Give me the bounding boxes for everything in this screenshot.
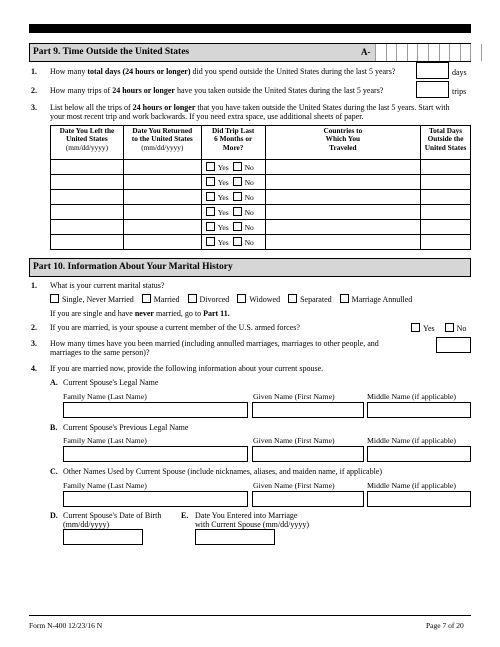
yes-checkbox[interactable]: [206, 237, 215, 246]
a-number-label: A-: [361, 47, 371, 57]
part10-q3-number: 3.: [31, 339, 37, 348]
yes-checkbox[interactable]: [206, 192, 215, 201]
total-days-cell[interactable]: [421, 220, 471, 235]
date-returned-cell[interactable]: [123, 160, 201, 175]
part9-q2-number: 2.: [31, 86, 37, 95]
widowed-checkbox[interactable]: [237, 294, 246, 303]
trips-unit-label: trips: [452, 87, 467, 96]
date-left-cell[interactable]: [51, 190, 124, 205]
trip-row: [51, 190, 471, 205]
spouse-given-name-input[interactable]: [252, 402, 364, 418]
single-note: If you are single and have never married, go to Part 11.: [50, 309, 230, 318]
status-single[interactable]: Single, Never Married: [50, 295, 134, 304]
countries-cell[interactable]: [265, 235, 420, 250]
col-total-days: Total Days Outside the United States: [421, 126, 471, 160]
prev-family-name-input[interactable]: [63, 446, 248, 462]
item-e-letter: E.: [181, 511, 189, 520]
part10-q2-text: If you are married, is your spouse a current member of the U.S. armed forces?: [50, 323, 300, 332]
other-given-name-label: Given Name (First Name): [253, 481, 335, 490]
other-family-name-label: Family Name (Last Name): [63, 481, 147, 490]
part9-q3-number: 3.: [31, 103, 37, 112]
part10-q4-text: If you are married now, provide the following information about your current spouse.: [50, 364, 324, 373]
status-annulled[interactable]: Marriage Annulled: [340, 295, 413, 304]
form-identifier: Form N-400 12/23/16 N: [29, 621, 103, 630]
trip-row: [51, 205, 471, 220]
total-days-cell[interactable]: [421, 160, 471, 175]
total-trips-input[interactable]: [416, 81, 449, 98]
item-e-label: Date You Entered into Marriage: [195, 511, 298, 520]
item-b-label: Current Spouse's Previous Legal Name: [63, 423, 189, 432]
yes-checkbox[interactable]: [206, 177, 215, 186]
trip-row: [51, 175, 471, 190]
no-checkbox[interactable]: [233, 222, 242, 231]
date-returned-cell[interactable]: [123, 235, 201, 250]
item-d-letter: D.: [50, 511, 58, 520]
marriage-date-input[interactable]: [195, 529, 275, 545]
spouse-family-name-label: Family Name (Last Name): [63, 392, 147, 401]
date-returned-cell[interactable]: [123, 175, 201, 190]
part10-q2-number: 2.: [31, 323, 37, 332]
total-days-cell[interactable]: [421, 205, 471, 220]
prev-middle-name-input[interactable]: [367, 446, 471, 462]
no-checkbox[interactable]: [233, 207, 242, 216]
prev-given-name-input[interactable]: [252, 446, 364, 462]
status-widowed[interactable]: Widowed: [237, 295, 280, 304]
countries-cell[interactable]: [265, 190, 420, 205]
status-married[interactable]: Married: [142, 295, 180, 304]
part9-q3-text-line2: your most recent trip and work backwards. If you need extra space, use additional sheets of paper.: [50, 112, 364, 121]
date-left-cell[interactable]: [51, 175, 124, 190]
prev-family-name-label: Family Name (Last Name): [63, 436, 147, 445]
date-returned-cell[interactable]: [123, 190, 201, 205]
married-checkbox[interactable]: [142, 294, 151, 303]
other-middle-name-input[interactable]: [367, 491, 471, 507]
prev-middle-name-label: Middle Name (if applicable): [367, 436, 456, 445]
times-married-input[interactable]: [436, 337, 471, 353]
part9-q3-text: List below all the trips of 24 hours or longer that you have taken outside the United States during the last 5 years. Start with: [50, 103, 450, 112]
item-b-letter: B.: [50, 423, 58, 432]
footer-rule: [29, 615, 471, 616]
part10-q1-number: 1.: [31, 281, 37, 290]
col-countries: Countries to Which You Traveled: [265, 126, 420, 160]
yes-checkbox[interactable]: [206, 207, 215, 216]
annulled-checkbox[interactable]: [340, 294, 349, 303]
countries-cell[interactable]: [265, 160, 420, 175]
col-six-months: Did Trip Last 6 Months or More?: [201, 126, 265, 160]
date-left-cell[interactable]: [51, 235, 124, 250]
other-middle-name-label: Middle Name (if applicable): [367, 481, 456, 490]
no-checkbox[interactable]: [233, 177, 242, 186]
divorced-checkbox[interactable]: [188, 294, 197, 303]
spouse-given-name-label: Given Name (First Name): [253, 392, 335, 401]
trips-table: [50, 125, 471, 250]
six-months-cell: Yes No: [201, 235, 265, 250]
total-days-cell[interactable]: [421, 235, 471, 250]
days-unit-label: days: [452, 68, 467, 77]
status-divorced[interactable]: Divorced: [188, 295, 230, 304]
part9-q1-text: How many total days (24 hours or longer) did you spend outside the United States during the last 5 years?: [50, 67, 396, 76]
page-number: Page 7 of 20: [426, 621, 464, 630]
other-given-name-input[interactable]: [252, 491, 364, 507]
date-left-cell[interactable]: [51, 205, 124, 220]
marital-status-options: [50, 294, 412, 304]
yes-checkbox[interactable]: [206, 222, 215, 231]
countries-cell[interactable]: [265, 220, 420, 235]
item-a-letter: A.: [50, 378, 58, 387]
prev-given-name-label: Given Name (First Name): [253, 436, 335, 445]
no-checkbox[interactable]: [233, 237, 242, 246]
other-family-name-input[interactable]: [63, 491, 248, 507]
spouse-middle-name-input[interactable]: [367, 402, 471, 418]
trip-row: [51, 160, 471, 175]
date-left-cell[interactable]: [51, 160, 124, 175]
total-days-cell[interactable]: [421, 190, 471, 205]
single-checkbox[interactable]: [50, 294, 59, 303]
six-months-cell: Yes No: [201, 205, 265, 220]
a-number-field[interactable]: [375, 44, 492, 61]
six-months-cell: Yes No: [201, 175, 265, 190]
armed-forces-no-checkbox[interactable]: [445, 323, 454, 332]
item-c-label: Other Names Used by Current Spouse (include nicknames, aliases, and maiden name, if applicable): [63, 467, 383, 476]
col-date-returned: Date You Returned to the United States (mm/dd/yyyy): [123, 126, 201, 160]
part10-header: [29, 258, 471, 277]
part10-q4-number: 4.: [31, 364, 37, 373]
part9-q2-text: How many trips of 24 hours or longer have you taken outside the United States during the last 5 years?: [50, 86, 384, 95]
date-returned-cell[interactable]: [123, 220, 201, 235]
spouse-dob-input[interactable]: [63, 529, 143, 545]
date-returned-cell[interactable]: [123, 205, 201, 220]
top-rule: [29, 24, 471, 33]
total-days-cell[interactable]: [421, 175, 471, 190]
part9-header: [29, 43, 471, 62]
item-d-label: Current Spouse's Date of Birth: [63, 511, 162, 520]
col-date-left: Date You Left the United States (mm/dd/yyyy): [51, 126, 124, 160]
no-checkbox[interactable]: [233, 192, 242, 201]
item-e-format: with Current Spouse (mm/dd/yyyy): [195, 520, 309, 529]
item-a-label: Current Spouse's Legal Name: [63, 378, 159, 387]
item-d-format: (mm/dd/yyyy): [63, 520, 110, 529]
part10-title: Part 10. Information About Your Marital History: [33, 262, 233, 272]
trips-table-header: [51, 126, 471, 160]
six-months-cell: Yes No: [201, 220, 265, 235]
part10-q3-text: How many times have you been married (including annulled marriages, marriages to other people, and: [50, 339, 379, 348]
countries-cell[interactable]: [265, 205, 420, 220]
countries-cell[interactable]: [265, 175, 420, 190]
part9-title: Part 9. Time Outside the United States: [33, 47, 190, 57]
part10-q1-text: What is your current marital status?: [50, 281, 165, 290]
six-months-cell: Yes No: [201, 190, 265, 205]
no-checkbox[interactable]: [233, 162, 242, 171]
part9-q1-number: 1.: [31, 67, 37, 76]
separated-checkbox[interactable]: [288, 294, 297, 303]
part10-q3-text-line2: marriages to the same person)?: [50, 348, 150, 357]
status-separated[interactable]: Separated: [288, 295, 332, 304]
spouse-family-name-input[interactable]: [63, 402, 248, 418]
date-left-cell[interactable]: [51, 220, 124, 235]
six-months-cell: Yes No: [201, 160, 265, 175]
yes-checkbox[interactable]: [206, 162, 215, 171]
armed-forces-options: Yes No: [411, 323, 466, 333]
item-c-letter: C.: [50, 467, 58, 476]
armed-forces-yes-checkbox[interactable]: [411, 323, 420, 332]
trip-row: [51, 220, 471, 235]
total-days-input[interactable]: [416, 62, 449, 79]
spouse-middle-name-label: Middle Name (if applicable): [367, 392, 456, 401]
trip-row: [51, 235, 471, 250]
